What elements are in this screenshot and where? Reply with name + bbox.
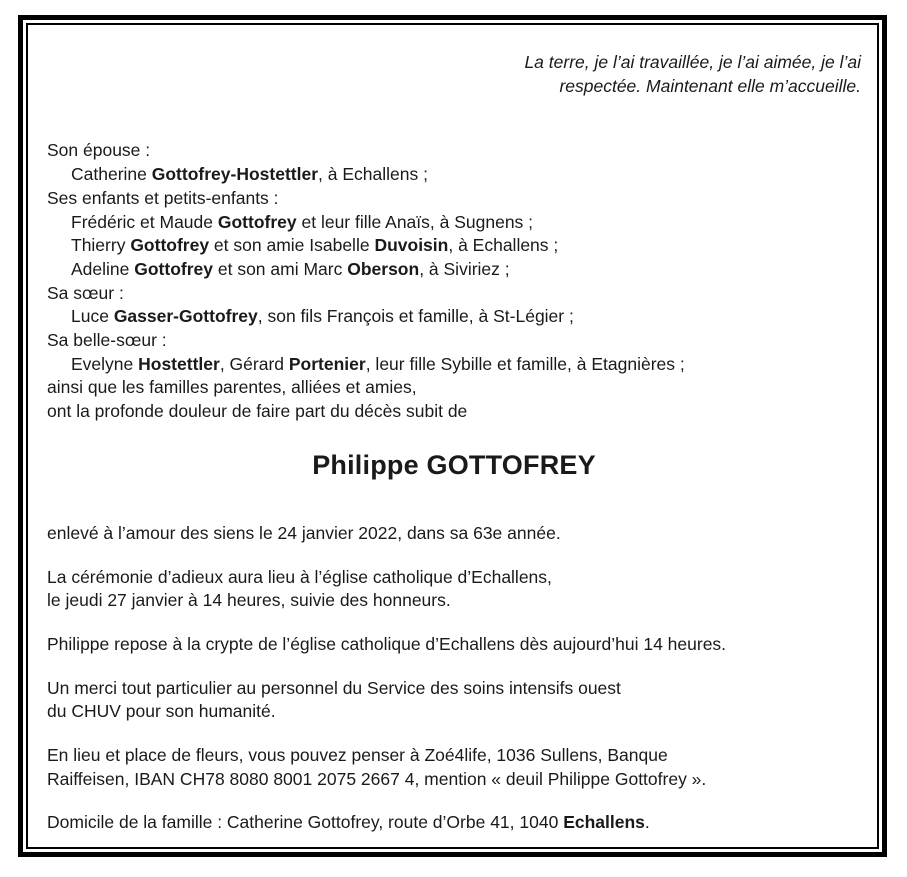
text-segment: , leur fille Sybille et famille, à Etagnières ; xyxy=(365,353,685,374)
text-segment: Sa sœur : xyxy=(47,282,124,303)
notice-paragraph xyxy=(47,677,861,724)
surname-bold: Gottofrey-Hostettler xyxy=(151,164,319,185)
surname-bold: Gottofrey xyxy=(217,211,297,232)
text-segment: Domicile de la famille : Catherine Gottofrey, route d’Orbe 41, 1040 xyxy=(47,812,564,833)
text-segment: Evelyne xyxy=(71,353,139,374)
text-segment: Luce xyxy=(71,306,114,327)
family-line xyxy=(47,305,861,329)
text-segment: Raiffeisen, IBAN CH78 8080 8001 2075 2667 4, mention « deuil Philippe Gottofrey ». xyxy=(47,768,707,789)
text-segment: Ses enfants et petits-enfants : xyxy=(47,187,279,208)
text-segment: Un merci tout particulier au personnel du Service des soins intensifs ouest xyxy=(47,677,621,698)
text-segment: ont la profonde douleur de faire part du décès subit de xyxy=(47,401,468,422)
family-line xyxy=(47,282,861,306)
text-segment: En lieu et place de fleurs, vous pouvez penser à Zoé4life, 1036 Sullens, Banque xyxy=(47,745,668,766)
text-segment: Philippe repose à la crypte de l’église catholique d’Echallens dès aujourd’hui 14 heures. xyxy=(47,633,727,654)
epigraph-line-2: respectée. Maintenant elle m’accueille. xyxy=(559,75,861,96)
notice-paragraph xyxy=(47,522,861,546)
epigraph-line-1: La terre, je l’ai travaillée, je l’ai aimée, je l’ai xyxy=(524,52,861,72)
text-segment: Frédéric et Maude xyxy=(71,211,218,232)
family-line xyxy=(47,163,861,187)
text-segment: et leur fille Anaïs, à Sugnens ; xyxy=(296,211,534,232)
text-segment: , à Echallens ; xyxy=(448,235,559,256)
text-segment: Adeline xyxy=(71,258,135,279)
paragraph-line xyxy=(47,566,861,590)
surname-bold: Gottofrey xyxy=(134,258,213,279)
family-line xyxy=(47,139,861,163)
paragraph-line xyxy=(47,633,861,657)
text-segment: le jeudi 27 janvier à 14 heures, suivie des honneurs. xyxy=(47,590,451,611)
family-line xyxy=(47,376,861,400)
paragraph-line xyxy=(47,677,861,701)
surname-bold: Gasser-Gottofrey xyxy=(113,306,258,327)
deceased-name: Philippe GOTTOFREY xyxy=(312,449,596,480)
surname-bold: Hostettler xyxy=(138,353,220,374)
text-segment: , Gérard xyxy=(219,353,289,374)
paragraph-line xyxy=(47,700,861,724)
surname-bold: Duvoisin xyxy=(374,235,449,256)
surname-bold: Echallens xyxy=(563,812,645,833)
text-segment: , à Echallens ; xyxy=(318,164,428,185)
notice-paragraph xyxy=(47,566,861,613)
paragraph-line xyxy=(47,522,861,546)
text-segment: Catherine xyxy=(71,164,152,185)
text-segment: La cérémonie d’adieux aura lieu à l’église catholique d’Echallens, xyxy=(47,566,552,587)
notice-inner-border xyxy=(26,23,879,849)
notice-outer-border xyxy=(18,15,887,857)
paragraph-line xyxy=(47,768,861,792)
family-line xyxy=(47,258,861,282)
family-lines xyxy=(47,139,861,423)
notice-paragraph xyxy=(47,633,861,657)
family-line xyxy=(47,329,861,353)
paragraph-line xyxy=(47,811,861,835)
surname-bold: Portenier xyxy=(288,353,366,374)
family-line xyxy=(47,211,861,235)
text-segment: Son épouse : xyxy=(47,140,151,161)
notice-paragraph xyxy=(47,811,861,835)
text-segment: Thierry xyxy=(71,235,131,256)
text-segment: , son fils François et famille, à St-Légier ; xyxy=(257,306,574,327)
family-line xyxy=(47,234,861,258)
paragraph-line xyxy=(47,589,861,613)
family-line xyxy=(47,400,861,424)
text-segment: et son ami Marc xyxy=(213,258,348,279)
text-segment: du CHUV pour son humanité. xyxy=(47,701,276,722)
notice-paragraph xyxy=(47,744,861,791)
surname-bold: Oberson xyxy=(347,258,420,279)
text-segment: enlevé à l’amour des siens le 24 janvier 2022, dans sa 63e année. xyxy=(47,522,561,543)
paragraph-line xyxy=(47,744,861,768)
text-segment: , à Siviriez ; xyxy=(419,258,510,279)
text-segment: ainsi que les familles parentes, alliées et amies, xyxy=(47,377,417,398)
text-segment: Sa belle-sœur : xyxy=(47,330,167,351)
surname-bold: Gottofrey xyxy=(130,235,210,256)
text-segment: . xyxy=(644,812,650,833)
family-line xyxy=(47,187,861,211)
notice-paragraphs xyxy=(47,522,861,835)
text-segment: et son amie Isabelle xyxy=(209,235,375,256)
epigraph xyxy=(47,51,861,98)
family-line xyxy=(47,353,861,377)
